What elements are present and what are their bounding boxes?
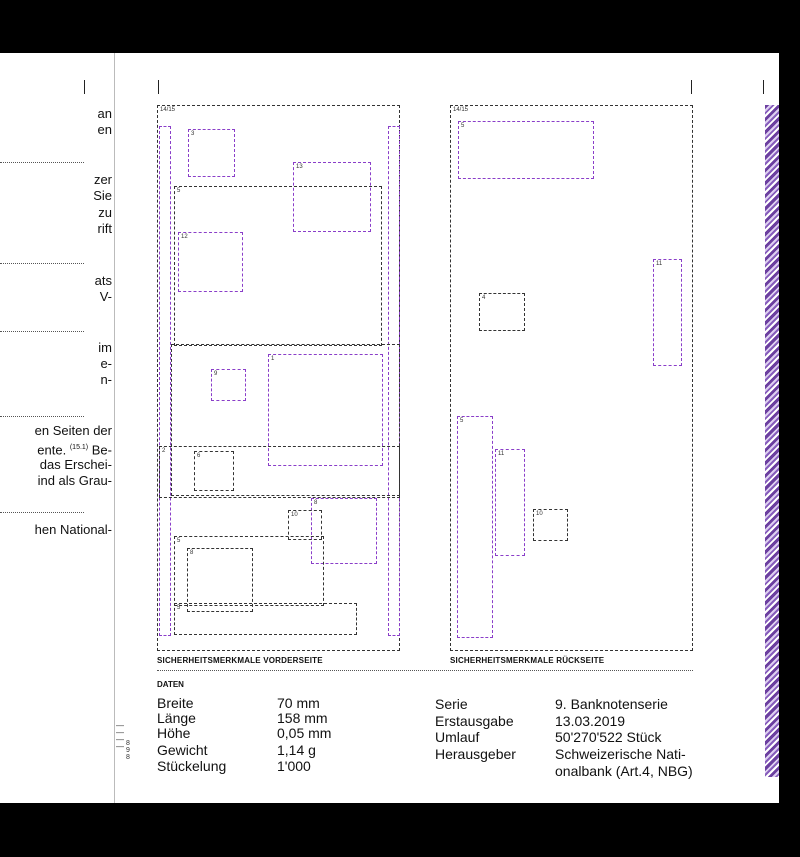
feature-box-10: 10 (533, 509, 568, 541)
feature-box-5b: 5 (174, 536, 324, 606)
left-page (0, 53, 115, 803)
feature-box-12: 12 (178, 232, 243, 292)
data-label: Höhe (157, 725, 191, 741)
feature-box-8: 8 (311, 498, 377, 564)
data-label: Stückelung (157, 758, 227, 774)
data-value: 70 mm (277, 695, 320, 711)
dotted-divider (0, 162, 84, 163)
feature-box-5b: 5 (457, 416, 493, 638)
data-value: 0,05 mm (277, 725, 332, 741)
text-fragment: Sie (93, 188, 112, 203)
data-value: 50'270'522 Stück (555, 729, 662, 745)
margin-tick (691, 80, 692, 94)
feature-box-11: 11 (653, 259, 682, 366)
text-fragment: zu (98, 205, 112, 220)
page-label: 14/15 (453, 107, 469, 113)
data-value: 9. Banknotenserie (555, 696, 668, 712)
feature-box-4: 4 (479, 293, 525, 331)
side-marks: — — — — (116, 721, 124, 751)
paragraph-line: das Erschei- (39, 457, 112, 472)
paragraph-line: ente. $^{(15.1)}$ Be- (37, 442, 112, 458)
right-page (115, 53, 779, 803)
data-label: Herausgeber (435, 746, 516, 762)
data-label: Serie (435, 696, 468, 712)
front-caption: SICHERHEITSMERKMALE VORDERSEITE (157, 656, 323, 665)
text-fragment: hen National- (34, 522, 112, 537)
data-label: Länge (157, 710, 196, 726)
data-title: DATEN (157, 680, 184, 689)
footnote-ref: (15.1) (69, 444, 89, 451)
text-fragment: ats (94, 273, 112, 288)
feature-box-5c: 5 (174, 603, 357, 635)
feature-box-3: 3 (188, 129, 235, 177)
banknote-edge-image (765, 105, 779, 777)
feature-box-5: 5 (174, 186, 382, 346)
data-label: Erstausgabe (435, 713, 514, 729)
feature-box-6: 6 (194, 451, 234, 491)
text-fragment: im (98, 340, 112, 355)
data-value: 158 mm (277, 710, 328, 726)
text-fragment: zer (93, 172, 112, 187)
feature-box-11b: 11 (495, 449, 525, 556)
dotted-divider (0, 263, 84, 264)
text-fragment: an (97, 106, 112, 121)
data-value: onalbank (Art.4, NBG) (555, 763, 693, 779)
feature-box-1: 1 (268, 354, 383, 466)
front-side-panel (157, 105, 400, 651)
dotted-divider (0, 416, 84, 417)
dotted-divider (157, 670, 693, 671)
data-label: Umlauf (435, 729, 480, 745)
feature-box-8b: 8 (187, 548, 253, 612)
paragraph-line: en Seiten der (34, 423, 112, 438)
feature-box-13: 13 (293, 162, 371, 232)
side-digits: 8 9 8 (126, 740, 130, 761)
data-value: 13.03.2019 (555, 713, 626, 729)
feature-box-9: 9 (211, 369, 246, 401)
text-fragment: n- (100, 372, 112, 387)
back-side-panel (450, 105, 693, 651)
data-value: 1,14 g (277, 742, 316, 758)
dotted-divider (0, 331, 84, 332)
feature-box-2: 2 (159, 446, 400, 498)
text-fragment: V- (99, 289, 112, 304)
page-label: 14/15 (160, 107, 176, 113)
paragraph-line: ind als Grau- (37, 473, 112, 488)
text-fragment: en (97, 122, 112, 137)
feature-box-10: 10 (288, 510, 322, 540)
margin-tick (763, 80, 764, 94)
margin-tick (84, 80, 85, 94)
margin-tick (158, 80, 159, 94)
text-fragment: rift (97, 221, 112, 236)
data-label: Gewicht (157, 742, 208, 758)
strip-box (159, 126, 171, 636)
back-caption: SICHERHEITSMERKMALE RÜCKSEITE (450, 656, 605, 665)
text-fragment: e- (100, 356, 112, 371)
data-value: Schweizerische Nati- (555, 746, 686, 762)
data-value: 1'000 (277, 758, 311, 774)
dotted-divider (0, 512, 84, 513)
data-label: Breite (157, 695, 194, 711)
feature-box-5: 5 (458, 121, 594, 179)
